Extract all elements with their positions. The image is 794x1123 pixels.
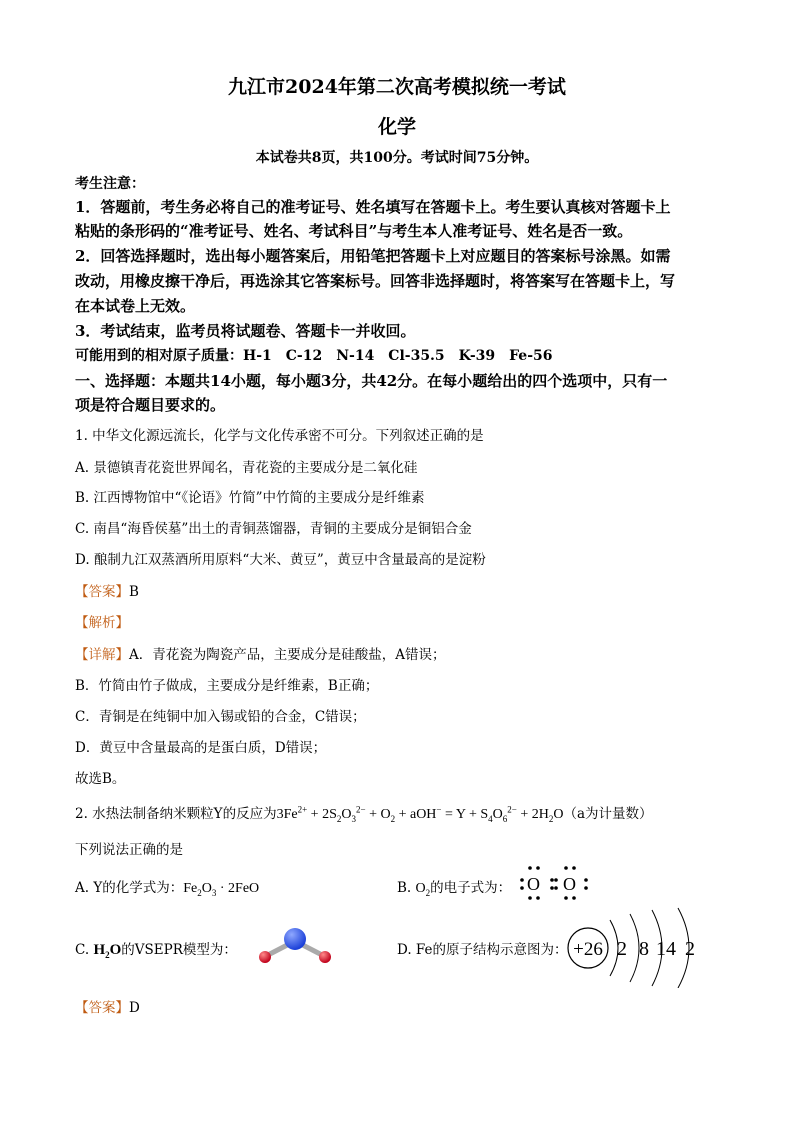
notice-line: 粘贴的条形码的“准考证号、姓名、考试科目”与考生本人准考证号、姓名是否一致。 [75, 222, 633, 240]
notice-line: 1．答题前，考生务必将自己的准考证号、姓名填写在答题卡上。考生要认真核对答题卡上 [75, 198, 671, 216]
section-heading: 一、选择题：本题共14小题，每小题3分，共42分。在每小题给出的四个选项中，只有一 [75, 372, 668, 390]
q2-option-b: B. $O_2$的电子式为： [397, 880, 512, 898]
notice-line: 改动，用橡皮擦干净后，再选涂其它答案标号。回答非选择题时，将答案写在答题卡上，写 [75, 272, 676, 290]
h2o-vsepr-model [255, 924, 335, 966]
q1-option-a: A. 景德镇青花瓷世界闻名，青花瓷的主要成分是二氧化硅 [75, 460, 418, 476]
answer-label: 【答案】 [75, 584, 129, 600]
shell-electrons: 14 [656, 938, 676, 960]
section-heading: 项是符合题目要求的。 [75, 396, 226, 414]
notice-line: 在本试卷上无效。 [75, 297, 196, 315]
q2-option-c: C. $H_2O$的VSEPR模型为： [75, 942, 237, 960]
atomic-masses: 可能用到的相对原子质量：H-1 C-12 N-14 Cl-35.5 K-39 Fe-56 [75, 348, 553, 364]
q1-option-b: B. 江西博物馆中“《论语》竹简”中竹简的主要成分是纤维素 [75, 490, 425, 506]
q1-detail-c: C．青铜是在纯铜中加入锡或铅的合金，C错误； [75, 709, 366, 725]
outer-atom [319, 951, 331, 963]
q2-stem-line2: 下列说法正确的是 [75, 842, 183, 858]
shell-electrons: 2 [617, 938, 627, 960]
analysis-label: 【解析】 [75, 615, 129, 631]
oxygen-symbol: O [563, 874, 576, 894]
detail-label: 【详解】 [75, 647, 129, 663]
fe-atomic-structure-diagram [566, 904, 704, 988]
outer-atom [259, 951, 271, 963]
q1-option-d: D. 酿制九江双蒸酒所用原料“大米、黄豆”，黄豆中含量最高的是淀粉 [75, 552, 486, 568]
q1-conclusion: 故选B。 [75, 771, 126, 787]
q1-detail-d: D．黄豆中含量最高的是蛋白质，D错误； [75, 740, 327, 756]
q1-analysis [75, 611, 129, 631]
exam-title: 九江市2024年第二次高考模拟统一考试 [228, 76, 566, 98]
shell-electrons: 2 [685, 938, 695, 960]
answer-label: 【答案】 [75, 1000, 129, 1016]
notice-line: 3．考试结束，监考员将试题卷、答题卡一并收回。 [75, 322, 416, 340]
q1-option-c: C. 南昌“海昏侯墓”出土的青铜蒸馏器，青铜的主要成分是铜铝合金 [75, 521, 472, 537]
answer-value: B [129, 584, 139, 600]
q1-detail-a: 【详解】A．青花瓷为陶瓷产品，主要成分是硅酸盐，A错误； [75, 647, 446, 663]
answer-value: D [129, 1000, 140, 1016]
exam-info: 本试卷共8页，共100分。考试时间75分钟。 [255, 150, 539, 166]
q1-detail-b: B．竹简由竹子做成，主要成分是纤维素，B正确； [75, 678, 379, 694]
q1-stem: 1. 中华文化源远流长，化学与文化传承密不可分。下列叙述正确的是 [75, 428, 484, 444]
notice-line: 2．回答选择题时，选出每小题答案后，用铅笔把答题卡上对应题目的答案标号涂黑。如需 [75, 247, 671, 265]
formula: $Fe_2O_3 \cdot 2FeO$ [183, 881, 260, 898]
oxygen-symbol: O [527, 874, 540, 894]
q2-stem: 2. 水热法制备纳米颗粒Y的反应为$3Fe^{2+} + 2S_2O_3^{2-} + O_2 + aOH^- = Y + S_4O_6^{2-} + 2H_2O(a$为计量数） [75, 804, 653, 824]
reaction-equation: $3Fe^{2+} + 2S_2O_3^{2-} + O_2 + aOH^- = Y + S_4O_6^{2-} + 2H_2O$ [276, 804, 564, 824]
q2-option-a: A. Y的化学式为：$Fe_2O_3 \cdot 2FeO$ [75, 880, 260, 898]
shell-electrons: 8 [639, 938, 649, 960]
subject-title: 化学 [377, 116, 416, 138]
q2-answer [75, 996, 140, 1016]
o2-electron-formula [518, 862, 594, 902]
nucleus-charge: +26 [573, 939, 603, 960]
q2-option-d: D. Fe的原子结构示意图为： [397, 942, 568, 958]
notice-heading: 考生注意： [75, 176, 145, 192]
q1-answer [75, 580, 139, 600]
center-atom [284, 928, 306, 950]
